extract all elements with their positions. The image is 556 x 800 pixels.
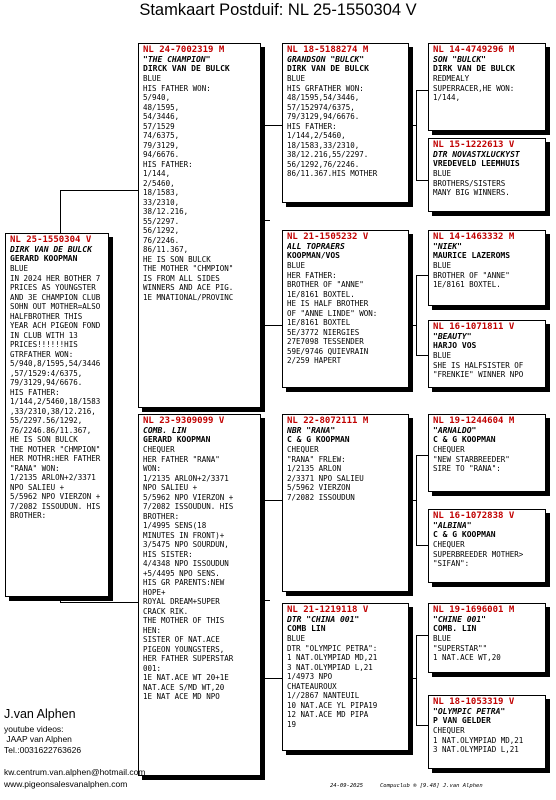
connector-line (416, 180, 428, 181)
owner-name: J.van Alphen (4, 707, 76, 721)
pigeon-info: "SUPERSTAR"" 1 NAT.ACE WT,20 (433, 643, 501, 662)
connector-line (416, 455, 417, 545)
ring-number: NL 25-1550304 V (10, 235, 92, 245)
pigeon-color: CHEQUER (433, 540, 465, 549)
breeder-name: GERARD KOOPMAN (10, 254, 78, 263)
pigeon-info: SUPERRACER,HE WON: 1/144, (433, 83, 515, 102)
pigeon-info: BROTHERS/SISTERS MANY BIG WINNERS. (433, 178, 510, 197)
pigeon-name: "CHINE 001" (433, 615, 486, 624)
breeder-name: C & G KOOPMAN (433, 530, 496, 539)
connector-line (416, 90, 417, 180)
owner-phone: Tel.:0031622763626 (4, 745, 82, 755)
print-date: 24-09-2025 (330, 783, 364, 789)
pedigree-card-main (5, 233, 109, 597)
pedigree-card-mff (428, 414, 546, 492)
pigeon-color: BLUE (287, 261, 306, 270)
pigeon-color: REDMEALY (433, 74, 470, 83)
pigeon-name: GRANDSON "BULCK" (287, 55, 365, 64)
breeder-name: COMB. LIN (433, 624, 477, 633)
pigeon-name: "NIEK" (433, 242, 462, 251)
pigeon-name: DIRK VAN DE BULCK (10, 245, 92, 254)
breeder-name: VREDEVELD LEEMHUIS (433, 159, 520, 168)
pigeon-color: CHEQUER (143, 445, 175, 454)
connector-line (409, 678, 416, 679)
ring-number: NL 24-7002319 M (143, 45, 225, 55)
connector-line (262, 125, 263, 325)
pedigree-card-mmm (428, 695, 546, 769)
pigeon-info: "RANA" FRLEW: 1/2135 ARLON 2/3371 NPO SALIEU 5/5962 VIERZON 7/2082 ISSOUDUN (287, 454, 364, 502)
connector-line (409, 500, 416, 501)
pigeon-name: DTR NOVASTXLUCKYST (433, 150, 520, 159)
breeder-name: MAURICE LAZEROMS (433, 251, 511, 260)
connector-line (262, 500, 282, 501)
breeder-name: GERARD KOOPMAN (143, 435, 211, 444)
breeder-name: P VAN GELDER (433, 716, 491, 725)
connector-line (262, 678, 282, 679)
connector-line (60, 190, 139, 191)
pigeon-color: BLUE (143, 74, 162, 83)
connector-line (416, 545, 428, 546)
ring-number: NL 23-9309099 V (143, 416, 225, 426)
pigeon-info: IN 2024 HER BOTHER 7 PRICES AS YOUNGSTER AND 3E CHAMPION CLUB SOHN OUT MOTHER=ALSO HALFBROTHER THIS YEAR ACH PIGEON FOND IN CLUB WITH 13 PRICES!!!!!!HIS GTRFATHER WON: 5/940,8/1595,54/3446 ,57/1529:4/6375, 79/3129,94/6676. HIS FATHER: 1/144,2/5460,18/1583 ,33/2310,38/12.216, 55/2297.56/1292, 76/2246.86/11.367, HE IS SON BULCK THE MOTHER "CHMPION" HER MOTHR:HER FATHER "RANA" WON: 1/2135 ARLON+2/3371 NPO SALIEU + 5/5962 NPO VIERZON + 7/2082 ISSOUDUN. HIS BROTHER: (10, 273, 101, 520)
pedigree-card-fmm (428, 320, 546, 388)
connector-line (416, 725, 428, 726)
ring-number: NL 14-4749296 M (433, 45, 515, 55)
pigeon-name: "THE CHAMPION" (143, 55, 211, 64)
breeder-name: DIRK VAN DE BULCK (287, 64, 369, 73)
pigeon-info: HER FATHER "RANA" WON: 1/2135 ARLON+2/3371 NPO SALIEU + 5/5962 NPO VIERZON + 7/2082 ISSOUDUN. HIS BROTHER: 1/4995 SENS(18 MINUTES IN FRONT)+ 3/5475 NPO SOURDUN, HIS SISTER: 4/4348 NPO ISSOUDUN +5/4495 NPO SENS. HIS GR PARENTS:NEW HOPE+ ROYAL DREAM+SUPER CRACK RIK. THE MOTHER OF THIS HEN: SISTER OF NAT.ACE PIGEON YOUNGSTERS, HER FATHER SUPERSTAR 001: 1E NAT.ACE WT 20+1E NAT.ACE S/MD WT,20 1E NAT ACE MD NPO (143, 454, 234, 701)
ring-number: NL 18-1053319 V (433, 697, 515, 707)
ring-number: NL 15-1222613 V (433, 140, 515, 150)
owner-youtube-channel: JAAP van Alphen (4, 734, 72, 744)
pigeon-name: "ALBINA" (433, 521, 472, 530)
pedigree-card-mfm (428, 509, 546, 583)
ring-number: NL 16-1071811 V (433, 322, 515, 332)
pedigree-card-mother (138, 414, 261, 776)
page-title: Stamkaart Postduif: NL 25-1550304 V (139, 1, 417, 19)
breeder-name: C & G KOOPMAN (433, 435, 496, 444)
pedigree-card-ffm (428, 138, 546, 212)
pedigree-card-father (138, 43, 261, 408)
connector-line (262, 500, 263, 678)
breeder-name: HARJO VOS (433, 341, 477, 350)
pigeon-name: DTR "CHINA 001" (287, 615, 360, 624)
pedigree-card-fm (282, 230, 409, 388)
connector-line (262, 325, 282, 326)
ring-number: NL 19-1244604 M (433, 416, 515, 426)
pigeon-name: NBR "RANA" (287, 426, 336, 435)
pigeon-name: "ARNALDO" (433, 426, 477, 435)
pedigree-card-mf (282, 414, 409, 592)
connector-line (262, 600, 270, 601)
connector-line (262, 220, 270, 221)
pigeon-name: SON "BULCK" (433, 55, 486, 64)
ring-number: NL 19-1696001 M (433, 605, 515, 615)
breeder-name: KOOPMAN/VOS (287, 251, 340, 260)
pigeon-info: BROTHER OF "ANNE" 1E/8161 BOXTEL. (433, 270, 510, 289)
pigeon-name: COMB. LIN (143, 426, 187, 435)
pigeon-color: CHEQUER (287, 445, 319, 454)
connector-line (409, 325, 416, 326)
breeder-name: DIRK VAN DE BULCK (433, 64, 515, 73)
pigeon-name: "OLYMPIC PETRA" (433, 707, 506, 716)
connector-line (416, 90, 428, 91)
pigeon-color: BLUE (433, 169, 452, 178)
ring-number: NL 22-8072111 M (287, 416, 369, 426)
ring-number: NL 18-5188274 M (287, 45, 369, 55)
connector-line (416, 275, 417, 355)
owner-youtube-label: youtube videos: (4, 724, 64, 734)
owner-website[interactable]: www.pigeonsalesvanalphen.com (4, 779, 128, 789)
pedigree-card-fff (428, 43, 546, 131)
pigeon-color: BLUE (433, 634, 452, 643)
pigeon-info: DTR "OLYMPIC PETRA": 1 NAT.OLYMPIAD MD,21 3 NAT.OLYMPIAD L,21 1/4973 NPO CHATEAUROUX 1//2867 NANTEUIL 10 NAT.ACE YL PIPA19 12 NAT.ACE MD PIPA 19 (287, 643, 378, 729)
connector-line (60, 190, 61, 235)
connector-line (416, 355, 428, 356)
pedigree-card-ff (282, 43, 409, 203)
pigeon-info: SUPERBREEDER MOTHER> "SIFAN": (433, 549, 524, 568)
owner-email[interactable]: kw.centrum.van.alphen@hotmail.com (4, 767, 146, 777)
pigeon-color: BLUE (433, 351, 452, 360)
connector-line (409, 125, 416, 126)
pigeon-name: "BEAUTY" (433, 332, 472, 341)
pedigree-card-mmf (428, 603, 546, 673)
connector-line (416, 275, 428, 276)
pedigree-card-mm (282, 603, 409, 751)
pigeon-info: HER FATHER: BROTHER OF "ANNE" 1E/8161 BOXTEL. HE IS HALF BROTHER OF "ANNE LINDE" WON: 1E/8161 BOXTEL 5E/3772 NIERGIES 27E7098 TESSENDER 59E/9746 QUIEVRAIN 2/259 HAPERT (287, 270, 378, 365)
connector-line (416, 635, 417, 725)
pigeon-color: CHEQUER (433, 726, 465, 735)
pigeon-color: BLUE (10, 264, 29, 273)
pigeon-info: 1 NAT.OLYMPIAD MD,21 3 NAT.OLYMPIAD L,21 (433, 735, 524, 754)
connector-line (262, 125, 282, 126)
ring-number: NL 21-1219118 V (287, 605, 369, 615)
pigeon-color: BLUE (433, 261, 452, 270)
ring-number: NL 16-1072838 V (433, 511, 515, 521)
software-credit: Compuclub ® [9.48] J.van Alphen (380, 783, 483, 789)
pigeon-info: HIS GRFATHER WON: 48/1595,54/3446, 57/152974/6375, 79/3129,94/6676. HIS FATHER: 1/144,2/5460, 18/1583,33/2310, 38/12.216,55/2297. 56/1292,76/2246. 86/11.367.HIS MOTHER (287, 83, 378, 178)
connector-line (416, 635, 428, 636)
pedigree-card-fmf (428, 230, 546, 306)
ring-number: NL 21-1505232 V (287, 232, 369, 242)
connector-line (416, 455, 428, 456)
pigeon-info: HIS FATHER WON: 5/940, 48/1595, 54/3446, 57/1529 74/6375, 79/3129, 94/6676. HIS FATHER: 1/144, 2/5460, 18/1583, 33/2310, 38/12.216, 55/2297. 56/1292, 76/2246. 86/11.367, HE IS SON BULCK THE MOTHER "CHMPION" IS FROM ALL SIDES WINNERS AND ACE PIG. 1E MNATIONAL/PROVINC (143, 83, 234, 302)
pigeon-info: SHE IS HALFSISTER OF "FRENKIE" WINNER NPO (433, 360, 524, 379)
breeder-name: C & G KOOPMAN (287, 435, 350, 444)
pigeon-color: CHEQUER (433, 445, 465, 454)
breeder-name: DIRCK VAN DE BULCK (143, 64, 230, 73)
pigeon-color: BLUE (287, 634, 306, 643)
breeder-name: COMB LIN (287, 624, 326, 633)
ring-number: NL 14-1463332 M (433, 232, 515, 242)
pigeon-name: ALL TOPRAERS (287, 242, 345, 251)
connector-line (60, 602, 139, 603)
pigeon-color: BLUE (287, 74, 306, 83)
pigeon-info: "NEW STARBREEDER" SIRE TO "RANA": (433, 454, 510, 473)
